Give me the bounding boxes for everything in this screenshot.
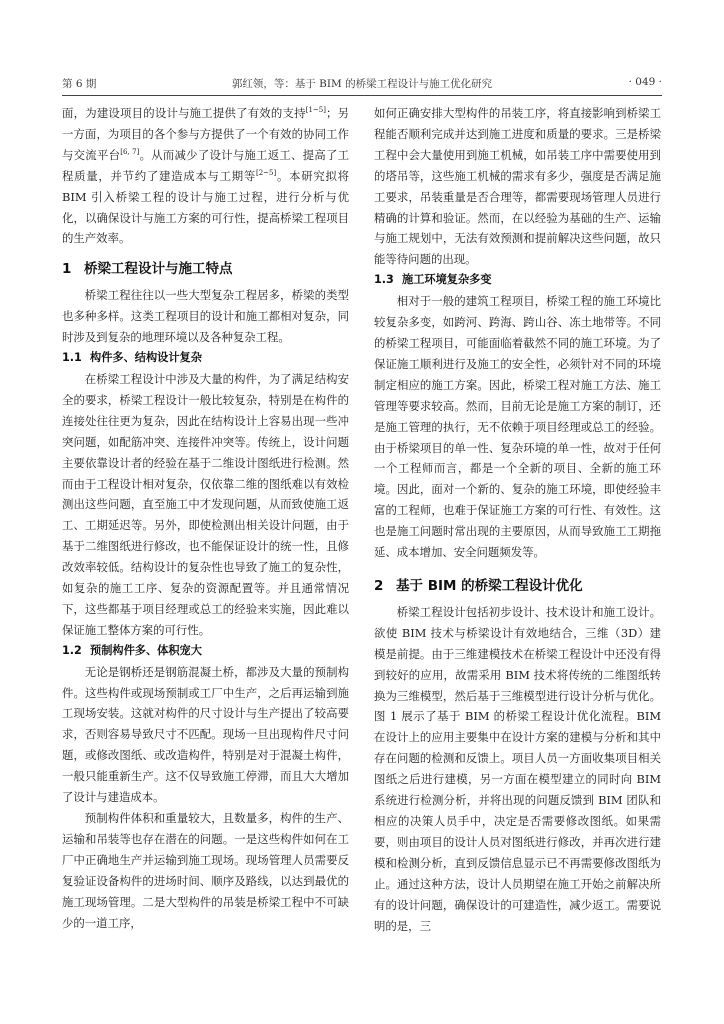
section-heading-2: 2 基于 BIM 的桥梁工程设计优化 bbox=[374, 577, 583, 594]
citation: [2~5] bbox=[256, 168, 277, 177]
paragraph: 如何正确安排大型构件的吊装工序，将直接影响到桥梁工程能否顺利完成并达到施工进度和质量的要求。三是桥梁工程中会大量使用到施工机械，如吊装工序中需要使用到的塔吊等，这些施工机械的需求有多少，强度是否满足施工要求，吊装重量是否合理等，都需要现场管理人员进行精确的计算和验证。然而，在以经验为基础的生产、运输与施工规划中，无法有效预测和提前解决这些问题，故只能等待问题的出现。 bbox=[374, 106, 661, 267]
running-title: 郭红领，等：基于 BIM 的桥梁工程设计与施工优化研究 bbox=[231, 78, 493, 90]
header-rule bbox=[62, 95, 662, 96]
citation: [1~5] bbox=[305, 106, 326, 115]
right-column bbox=[374, 103, 661, 936]
paragraph: 相对于一般的建筑工程项目，桥梁工程的施工环境比较复杂多变，如跨河、跨海、跨山谷、冻土地带等。不同的桥梁工程项目，可能面临着截然不同的施工环境。为了保证施工顺利进行及施工的安全性，必须针对不同的环境制定相应的施工方案。因此，桥梁工程对施工方法、施工管理等要求较高。然而，目前无论是施工方案的制订，还是施工管理的执行，无不依赖于项目经理或总工的经验。由于桥梁项目的单一性、复杂环境的单一性，故对于任何一个工程师而言，都是一个全新的项目、全新的施工环境。因此，面对一个新的、复杂的施工环境，即使经验丰富的工程师，也难于保证施工方案的可行性、有效性。这也是施工问题时常出现的主要原因，从而导致施工工期拖延、成本增加、安全问题频发等。 bbox=[374, 294, 661, 560]
section-heading-1: 1 桥梁工程设计与施工特点 bbox=[62, 261, 233, 278]
issue-label: 第 6 期 bbox=[62, 78, 97, 90]
page-header bbox=[62, 74, 662, 92]
paragraph: 预制构件体积和重量较大，且数量多，构件的生产、运输和吊装等也存在潜在的问题。一是这些构件如何在工厂中正确地生产并运输到施工现场。现场管理人员需要反复验证设备构件的进场时间、顺序及路线，以达到最优的施工现场管理。二是大型构件的吊装是桥梁工程中不可缺少的一道工序， bbox=[62, 811, 349, 930]
page-number: · 049 · bbox=[628, 76, 662, 88]
citation: [6, 7] bbox=[120, 148, 140, 157]
paragraph: 桥梁工程往往以一些大型复杂工程居多，桥梁的类型也多种多样。这类工程项目的设计和施工都相对复杂，同时涉及到复杂的地理环境以及各种复杂工程。 bbox=[62, 288, 349, 345]
paragraph: 在桥梁工程设计中涉及大量的构件，为了满足结构安全的要求，桥梁工程设计一般比较复杂，特别是在构件的连接处往往更为复杂，因此在结构设计上容易出现一些冲突问题，如配筋冲突、连接件冲突等。传统上，设计问题主要依靠设计者的经验在基于二维设计图纸进行检测。然而由于工程设计相对复杂，仅依靠二维的图纸难以有效检测出这些问题，直至施工中才发现问题，从而致使施工返工、工期延迟等。另外，即使检测出相关设计问题，由于基于二维图纸进行修改，也不能保证设计的统一性，且修改效率较低。结构设计的复杂性也导致了施工的复杂性，如复杂的施工工序、复杂的资源配置等。并且通常情况下，这些都基于项目经理或总工的经验来实施，因此难以保证施工整体方案的可行性。 bbox=[62, 371, 349, 637]
subsection-heading-1-2: 1.2 预制构件多、体积宠大 bbox=[62, 643, 202, 657]
subsection-heading-1-1: 1.1 构件多、结构设计复杂 bbox=[62, 351, 202, 365]
paragraph-intro-continued: 面，为建设项目的设计与施工提供了有效的支持[1~5]；另一方面，为项目的各个参与方提供了一个有效的协同工作与交流平台[6, 7]。从而减少了设计与施工返工、提高了工程质量，并节约了建造成本与工期等[2~5]。本研究拟将 BIM 引入桥梁工程的设计与施工过程，进行分析与优化，以确保设计与施工方案的可行性，提高桥梁工程项目的生产效率。 bbox=[62, 106, 349, 246]
paragraph: 桥梁工程设计包括初步设计、技术设计和施工设计。欲使 BIM 技术与桥梁设计有效地结合，三维（3D）建模是前提。由于三维建模技术在桥梁工程设计中还没有得到较好的应用，故需采用 BIM 技术将传统的二维图纸转换为三维模型，然后基于三维模型进行设计分析与优化。图 1 展示了基于 BIM 的桥梁工程设计优化流程。BIM 在设计上的应用主要集中在设计方案的建模与分析和其中存在问题的检测和反馈上。项目人员一方面收集项目相关图纸之后进行建模，另一方面在模型建立的同时向 BIM 系统进行检测分析，并将出现的问题反馈到 BIM 团队和相应的决策人员手中，决定是否需要修改图纸。如果需要，则由项目的设计人员对图纸进行修改，并再次进行建模和检测分析，直到反馈信息显示已不再需要修改图纸为止。通过这种方法，设计人员期望在施工开始之前解决所有的设计问题，确保设计的可建造性，减少返工。需要说明的是，三 bbox=[374, 604, 661, 933]
paragraph: 无论是钢桥还是钢筋混凝土桥，都涉及大量的预制构件。这些构件或现场预制或工厂中生产，之后再运输到施工现场安装。这就对构件的尺寸设计与生产提出了较高要求，否则容易导致尺寸不匹配。现场一旦出现构件尺寸问题，或修改图纸、或改造构件，特别是对于混凝土构件，一般只能重新生产。这不仅导致施工停滞，而且大大增加了设计与建造成本。 bbox=[62, 664, 349, 805]
left-column bbox=[62, 103, 349, 933]
subsection-heading-1-3: 1.3 施工环境复杂多变 bbox=[374, 273, 492, 287]
